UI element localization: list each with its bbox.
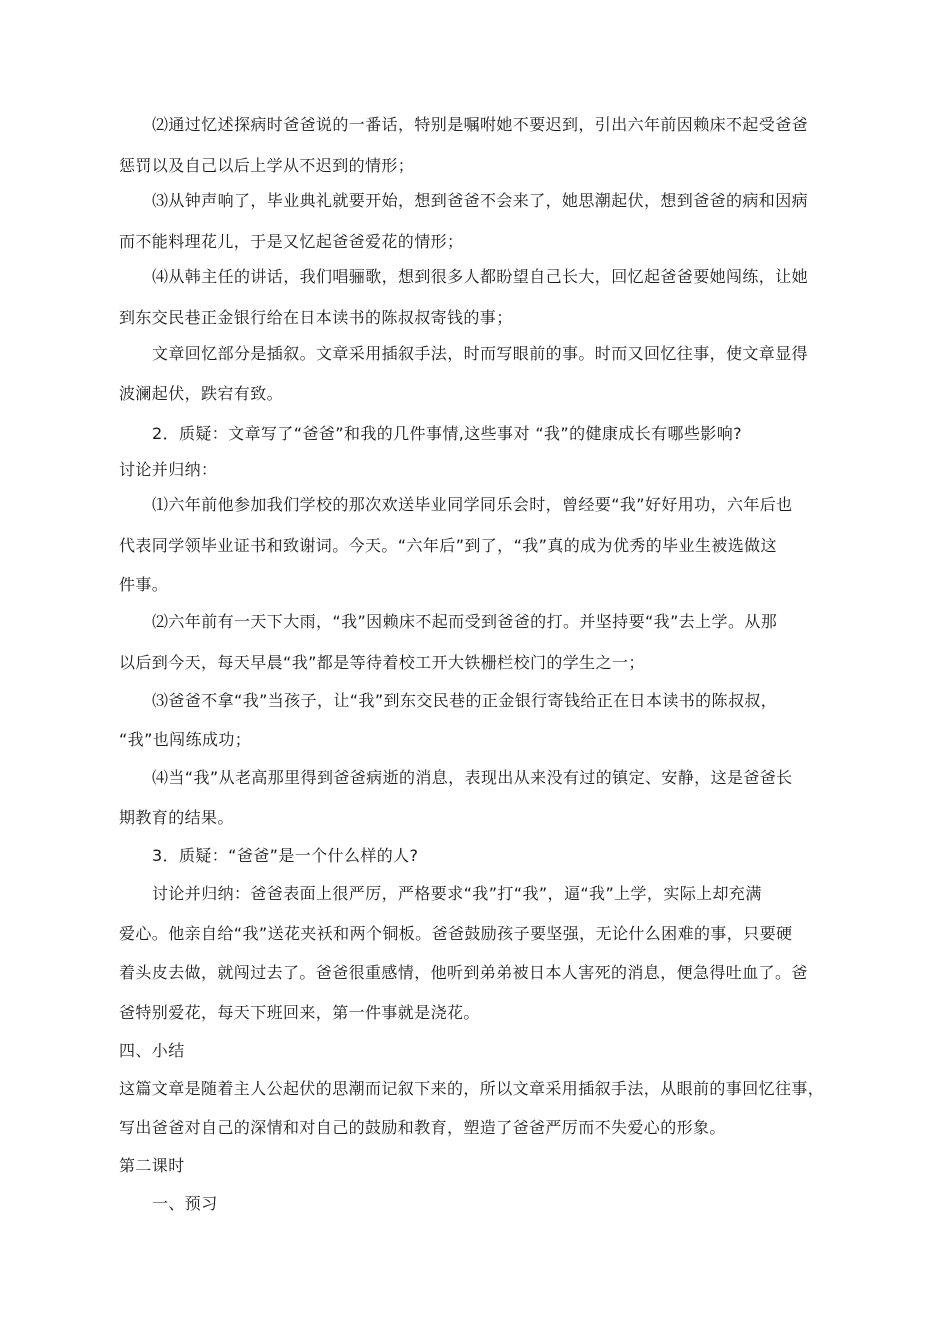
paragraph-line: 代表同学领毕业证书和致谢词。今天。“六年后”到了，“我”真的成为优秀的毕业生被选做这	[119, 536, 777, 555]
paragraph-line: 讨论并归纳：爸爸表面上很严厉，严格要求“我”打“我”，逼“我”上学，实际上却充满	[152, 884, 762, 903]
paragraph-line: ⑶爸爸不拿“我”当孩子，让“我”到东交民巷的正金银行寄钱给正在日本读书的陈叔叔，	[152, 691, 778, 710]
section-heading: 一、预习	[152, 1194, 218, 1213]
paragraph-line: 以后到今天，每天早晨“我”都是等待着校工开大铁栅栏校门的学生之一；	[119, 653, 645, 672]
paragraph-line: ⑷当“我”从老高那里得到爸爸病逝的消息，表现出从来没有过的镇定、安静，这是爸爸长	[152, 768, 793, 787]
paragraph-line: ⑷从韩主任的讲话，我们唱骊歌，想到很多人都盼望自己长大，回忆起爸爸要她闯练，让她	[152, 267, 809, 286]
paragraph-line: 而不能料理花儿，于是又忆起爸爸爱花的情形；	[119, 232, 464, 251]
paragraph-line: 惩罚以及自己以后上学从不迟到的情形；	[119, 156, 415, 175]
paragraph-line: 着头皮去做，就闯过去了。爸爸很重感情，他听到弟弟被日本人害死的消息，便急得吐血了。爸	[119, 963, 808, 982]
paragraph-line: 文章回忆部分是插叙。文章采用插叙手法，时而写眼前的事。时而又回忆往事，使文章显得	[152, 344, 809, 363]
paragraph-line: ⑵六年前有一天下大雨，“我”因赖床不起而受到爸爸的打。并坚持要“我”去上学。从那	[152, 612, 778, 631]
paragraph-line: “我”也闯练成功；	[119, 730, 252, 749]
paragraph-line: 这篇文章是随着主人公起伏的思潮而记叙下来的，所以文章采用插叙手法，从眼前的事回忆往事，	[119, 1079, 825, 1098]
question-heading: 3．质疑：“爸爸”是一个什么样的人?	[152, 846, 419, 865]
question-heading: 2．质疑：文章写了“爸爸”和我的几件事情,这些事对 “我”的健康成长有哪些影响?	[152, 424, 743, 443]
paragraph-line: ⑴六年前他参加我们学校的那次欢送毕业同学同乐会时，曾经要“我”好好用功，六年后也	[152, 495, 793, 514]
paragraph-line: 爸特别爱花，每天下班回来，第一件事就是浇花。	[119, 1003, 480, 1022]
paragraph-line: 写出爸爸对自己的深情和对自己的鼓励和教育，塑造了爸爸严厉而不失爱心的形象。	[119, 1118, 726, 1137]
paragraph-line: 件事。	[119, 575, 169, 594]
paragraph-line: 到东交民巷正金银行给在日本读书的陈叔叔寄钱的事；	[119, 308, 513, 327]
paragraph-line: ⑵通过忆述探病时爸爸说的一番话，特别是嘱咐她不要迟到，引出六年前因赖床不起受爸爸	[152, 115, 809, 134]
section-heading: 四、小结	[119, 1041, 185, 1060]
discussion-label: 讨论并归纳：	[119, 460, 218, 479]
paragraph-line: 爱心。他亲自给“我”送花夹袄和两个铜板。爸爸鼓励孩子要坚强，无论什么困难的事，只要硬	[119, 924, 793, 943]
paragraph-line: ⑶从钟声响了，毕业典礼就要开始，想到爸爸不会来了，她思潮起伏，想到爸爸的病和因病	[152, 191, 809, 210]
lesson-heading: 第二课时	[119, 1156, 185, 1175]
paragraph-line: 波澜起伏，跌宕有致。	[119, 384, 284, 403]
paragraph-line: 期教育的结果。	[119, 808, 234, 827]
